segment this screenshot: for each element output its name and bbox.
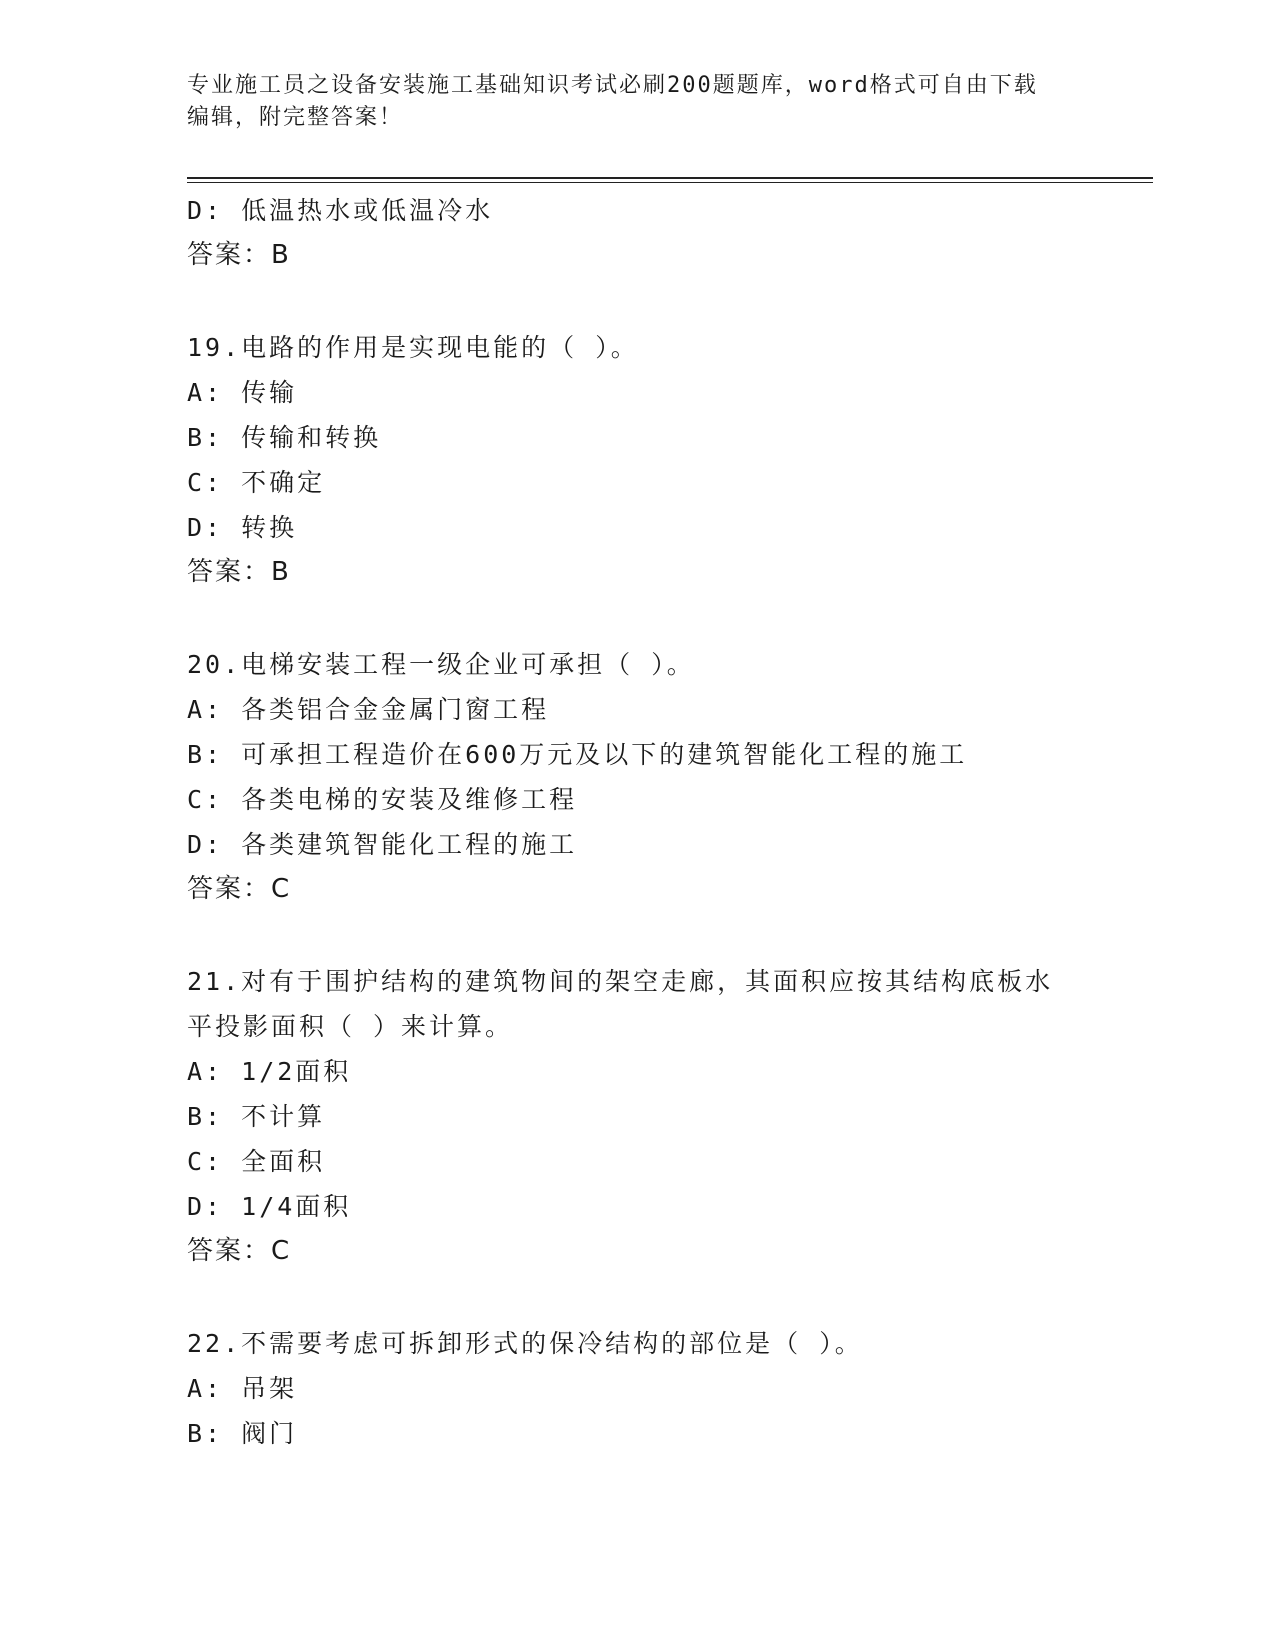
question-20 <box>187 642 1147 912</box>
q19-option-b: B: 传输和转换 <box>187 423 382 452</box>
q19-option-d: D: 转换 <box>187 513 298 542</box>
q19-answer: 答案：B <box>187 557 291 587</box>
header-line-2: 编辑，附完整答案！ <box>187 105 404 130</box>
q20-option-c: C: 各类电梯的安装及维修工程 <box>187 785 578 814</box>
q21-option-a: A: 1/2面积 <box>187 1057 352 1086</box>
q19-stem: 19.电路的作用是实现电能的（ ）。 <box>187 333 639 362</box>
question-list <box>187 188 1147 1456</box>
document-header <box>187 70 1067 134</box>
q21-stem-line-1: 21.对有于围护结构的建筑物间的架空走廊，其面积应按其结构底板水 <box>187 967 1054 996</box>
q20-option-d: D: 各类建筑智能化工程的施工 <box>187 830 578 859</box>
q21-option-d: D: 1/4面积 <box>187 1192 352 1221</box>
q19-option-c: C: 不确定 <box>187 468 326 497</box>
header-divider-thin <box>187 182 1153 183</box>
q20-option-b: B: 可承担工程造价在600万元及以下的建筑智能化工程的施工 <box>187 740 968 769</box>
q19-option-a: A: 传输 <box>187 378 298 407</box>
prev-answer: 答案：B <box>187 240 291 270</box>
q20-answer: 答案：C <box>187 874 292 904</box>
q22-stem: 22.不需要考虑可拆卸形式的保冷结构的部位是（ ）。 <box>187 1329 863 1358</box>
q22-option-b: B: 阀门 <box>187 1419 298 1448</box>
question-22 <box>187 1321 1147 1456</box>
prev-option-d: D: 低温热水或低温冷水 <box>187 196 494 225</box>
question-19 <box>187 325 1147 595</box>
q22-option-a: A: 吊架 <box>187 1374 298 1403</box>
q20-stem: 20.电梯安装工程一级企业可承担（ ）。 <box>187 650 695 679</box>
q20-option-a: A: 各类铝合金金属门窗工程 <box>187 695 550 724</box>
q21-stem-line-2: 平投影面积（ ）来计算。 <box>187 1012 514 1041</box>
question-21 <box>187 959 1147 1274</box>
header-divider-thick <box>187 177 1153 179</box>
q21-option-b: B: 不计算 <box>187 1102 326 1131</box>
header-line-1: 专业施工员之设备安装施工基础知识考试必刷200题题库，word格式可自由下载 <box>187 73 1038 98</box>
q21-option-c: C: 全面积 <box>187 1147 326 1176</box>
q21-answer: 答案：C <box>187 1236 292 1266</box>
